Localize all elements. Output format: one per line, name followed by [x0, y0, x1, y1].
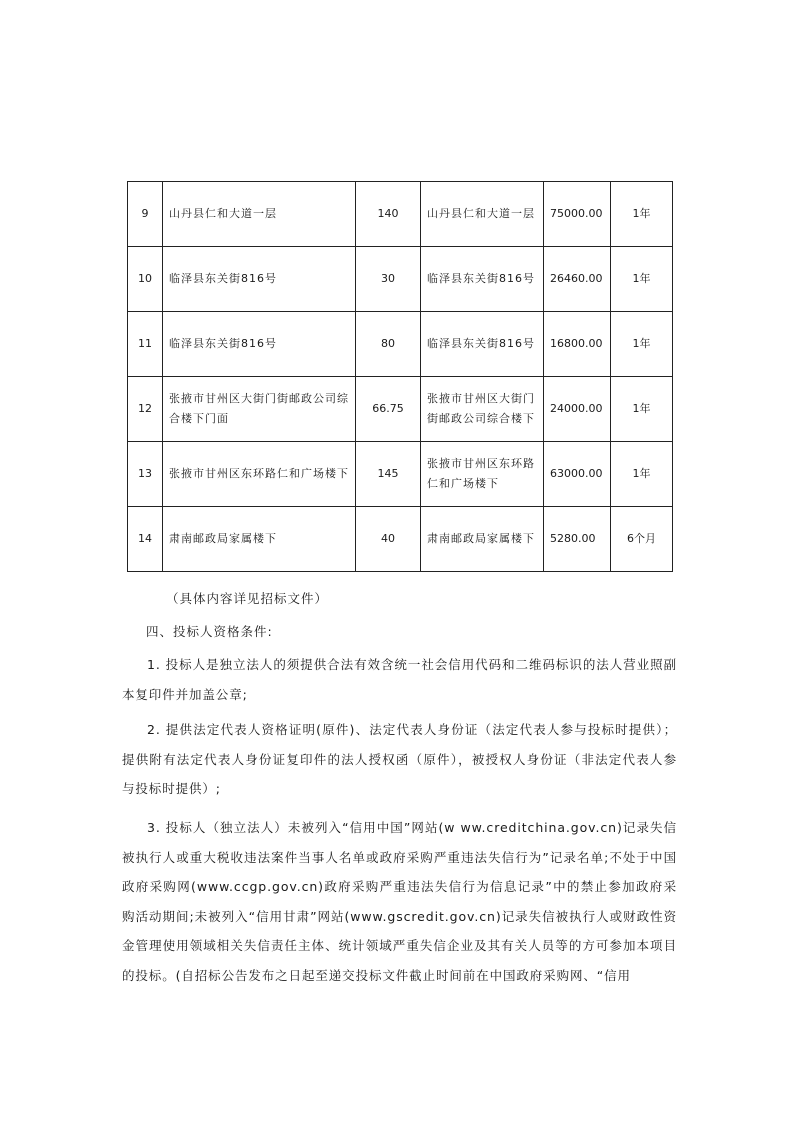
- property-area: 30: [356, 247, 421, 312]
- row-number: 14: [128, 507, 163, 572]
- property-area: 40: [356, 507, 421, 572]
- row-number: 9: [128, 182, 163, 247]
- table-row: [128, 312, 673, 377]
- property-area: 66.75: [356, 377, 421, 442]
- lease-term: 1年: [611, 182, 673, 247]
- table-row: [128, 182, 673, 247]
- requirement-paragraph: 2. 提供法定代表人资格证明(原件)、法定代表人身份证（法定代表人参与投标时提供）；提供附有法定代表人身份证复印件的法人授权函（原件），被授权人身份证（非法定代表人参与投标时提供）;: [122, 722, 677, 796]
- row-number: 12: [128, 377, 163, 442]
- table-row: [128, 247, 673, 312]
- lease-term: 1年: [611, 442, 673, 507]
- lease-table: [127, 181, 673, 572]
- lease-term: 6个月: [611, 507, 673, 572]
- property-address: 山丹县仁和大道一层: [163, 182, 356, 247]
- requirement-paragraph: 1. 投标人是独立法人的须提供合法有效含统一社会信用代码和二维码标识的法人营业照副本复印件并加盖公章;: [122, 657, 677, 702]
- rent-amount: 63000.00: [544, 442, 611, 507]
- row-number: 10: [128, 247, 163, 312]
- lease-term: 1年: [611, 312, 673, 377]
- property-location: 临泽县东关街816号: [421, 312, 544, 377]
- property-area: 145: [356, 442, 421, 507]
- lease-term: 1年: [611, 247, 673, 312]
- row-number: 13: [128, 442, 163, 507]
- property-area: 140: [356, 182, 421, 247]
- rent-amount: 24000.00: [544, 377, 611, 442]
- rent-amount: 16800.00: [544, 312, 611, 377]
- table-row: [128, 377, 673, 442]
- row-number: 11: [128, 312, 163, 377]
- rent-amount: 75000.00: [544, 182, 611, 247]
- table-row: [128, 507, 673, 572]
- requirement-paragraph: 3. 投标人（独立法人）未被列入“信用中国”网站(w ww.creditchina.gov.cn)记录失信被执行人或重大税收违法案件当事人名单或政府采购严重违法失信行为”记录名单;不处于中国政府采购网(www.ccgp.gov.cn)政府采购严重违法失信行为信息记录”中的禁止参加政府采购活动期间;未被列入“信用甘肃”网站(www.gscredit.gov.cn)记录失信被执行人或财政性资金管理使用领域相关失信责任主体、统计领域严重失信企业及其有关人员等的方可参加本项目的投标。(自招标公告发布之日起至递交投标文件截止时间前在中国政府采购网、“信用: [122, 820, 677, 983]
- table-note: （具体内容详见招标文件）: [166, 591, 329, 606]
- property-location: 张掖市甘州区大街门街邮政公司综合楼下: [421, 377, 544, 442]
- property-location: 肃南邮政局家属楼下: [421, 507, 544, 572]
- rent-amount: 5280.00: [544, 507, 611, 572]
- rent-amount: 26460.00: [544, 247, 611, 312]
- property-area: 80: [356, 312, 421, 377]
- lease-term: 1年: [611, 377, 673, 442]
- property-address: 肃南邮政局家属楼下: [163, 507, 356, 572]
- table-row: [128, 442, 673, 507]
- section-heading: 四、投标人资格条件:: [146, 624, 273, 639]
- property-address: 临泽县东关街816号: [163, 312, 356, 377]
- property-address: 张掖市甘州区大街门街邮政公司综合楼下门面: [163, 377, 356, 442]
- property-location: 张掖市甘州区东环路仁和广场楼下: [421, 442, 544, 507]
- property-address: 张掖市甘州区东环路仁和广场楼下: [163, 442, 356, 507]
- property-location: 山丹县仁和大道一层: [421, 182, 544, 247]
- property-location: 临泽县东关街816号: [421, 247, 544, 312]
- property-address: 临泽县东关街816号: [163, 247, 356, 312]
